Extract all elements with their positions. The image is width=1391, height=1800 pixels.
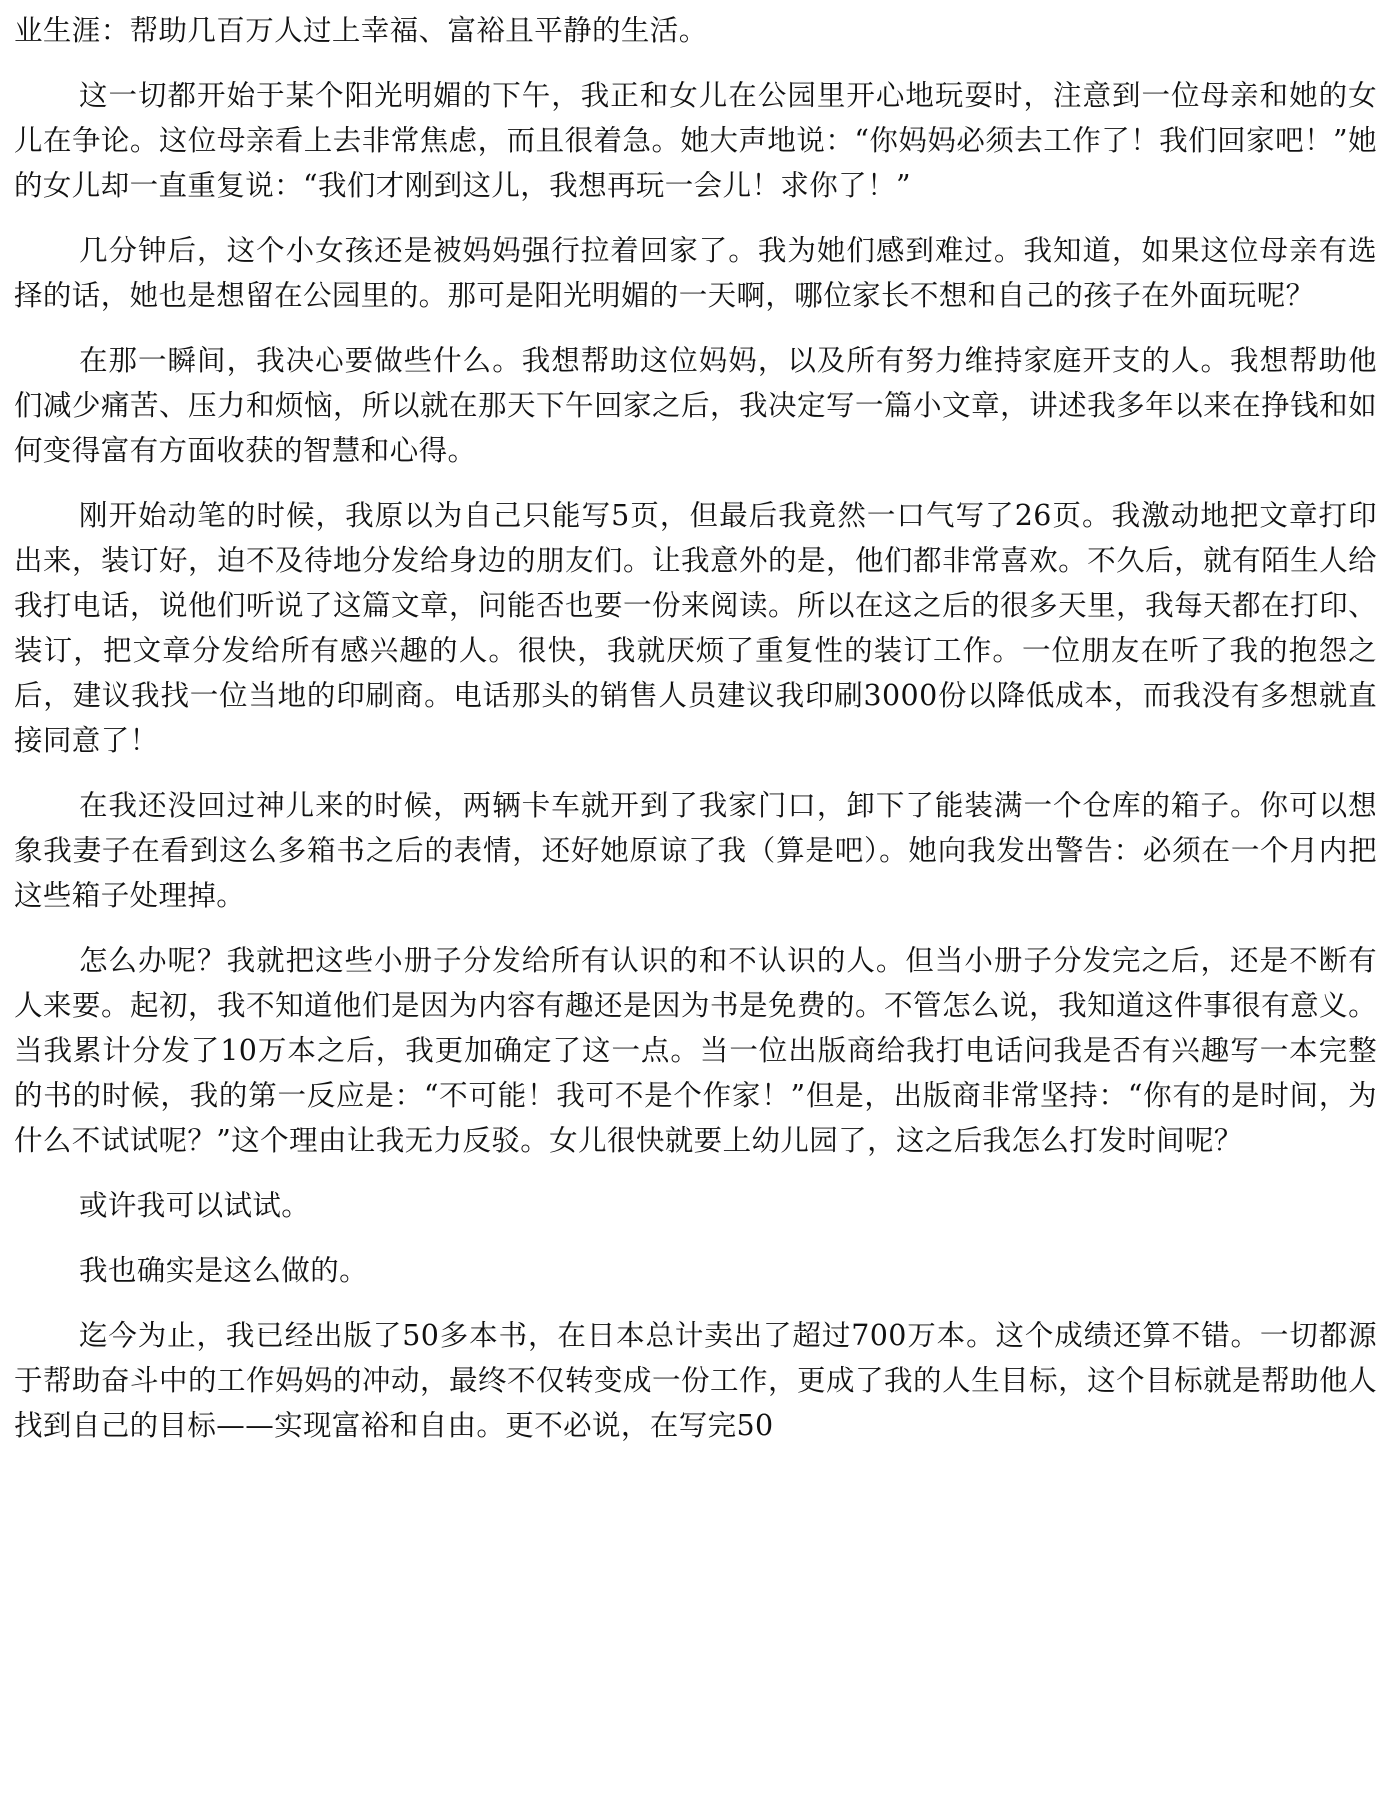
paragraph-6: 在我还没回过神儿来的时候，两辆卡车就开到了我家门口，卸下了能装满一个仓库的箱子。你可以想象我妻子在看到这么多箱书之后的表情，还好她原谅了我（算是吧）。她向我发出警告：必须在一个月内把这些箱子处理掉。	[14, 789, 1377, 912]
paragraph-10: 迄今为止，我已经出版了50多本书，在日本总计卖出了超过700万本。这个成绩还算不错。一切都源于帮助奋斗中的工作妈妈的冲动，最终不仅转变成一份工作，更成了我的人生目标，这个目标就是帮助他人找到自己的目标——实现富裕和自由。更不必说，在写完50	[14, 1319, 1377, 1442]
paragraph-2: 这一切都开始于某个阳光明媚的下午，我正和女儿在公园里开心地玩耍时，注意到一位母亲和她的女儿在争论。这位母亲看上去非常焦虑，而且很着急。她大声地说：“你妈妈必须去工作了！我们回家吧！”她的女儿却一直重复说：“我们才刚到这儿，我想再玩一会儿！求你了！”	[14, 79, 1377, 202]
paragraph-3: 几分钟后，这个小女孩还是被妈妈强行拉着回家了。我为她们感到难过。我知道，如果这位母亲有选择的话，她也是想留在公园里的。那可是阳光明媚的一天啊，哪位家长不想和自己的孩子在外面玩呢？	[14, 234, 1377, 312]
paragraph-5: 刚开始动笔的时候，我原以为自己只能写5页，但最后我竟然一口气写了26页。我激动地把文章打印出来，装订好，迫不及待地分发给身边的朋友们。让我意外的是，他们都非常喜欢。不久后，就有陌生人给我打电话，说他们听说了这篇文章，问能否也要一份来阅读。所以在这之后的很多天里，我每天都在打印、装订，把文章分发给所有感兴趣的人。很快，我就厌烦了重复性的装订工作。一位朋友在听了我的抱怨之后，建议我找一位当地的印刷商。电话那头的销售人员建议我印刷3000份以降低成本，而我没有多想就直接同意了！	[14, 499, 1377, 757]
paragraph-4: 在那一瞬间，我决心要做些什么。我想帮助这位妈妈，以及所有努力维持家庭开支的人。我想帮助他们减少痛苦、压力和烦恼，所以就在那天下午回家之后，我决定写一篇小文章，讲述我多年以来在挣钱和如何变得富有方面收获的智慧和心得。	[14, 344, 1377, 467]
paragraph-1: 业生涯：帮助几百万人过上幸福、富裕且平静的生活。	[14, 14, 708, 47]
paragraph-7: 怎么办呢？我就把这些小册子分发给所有认识的和不认识的人。但当小册子分发完之后，还是不断有人来要。起初，我不知道他们是因为内容有趣还是因为书是免费的。不管怎么说，我知道这件事很有意义。当我累计分发了10万本之后，我更加确定了这一点。当一位出版商给我打电话问我是否有兴趣写一本完整的书的时候，我的第一反应是：“不可能！我可不是个作家！”但是，出版商非常坚持：“你有的是时间，为什么不试试呢？”这个理由让我无力反驳。女儿很快就要上幼儿园了，这之后我怎么打发时间呢？	[14, 944, 1377, 1157]
paragraph-8: 或许我可以试试。	[79, 1189, 311, 1222]
paragraph-9: 我也确实是这么做的。	[79, 1254, 369, 1287]
